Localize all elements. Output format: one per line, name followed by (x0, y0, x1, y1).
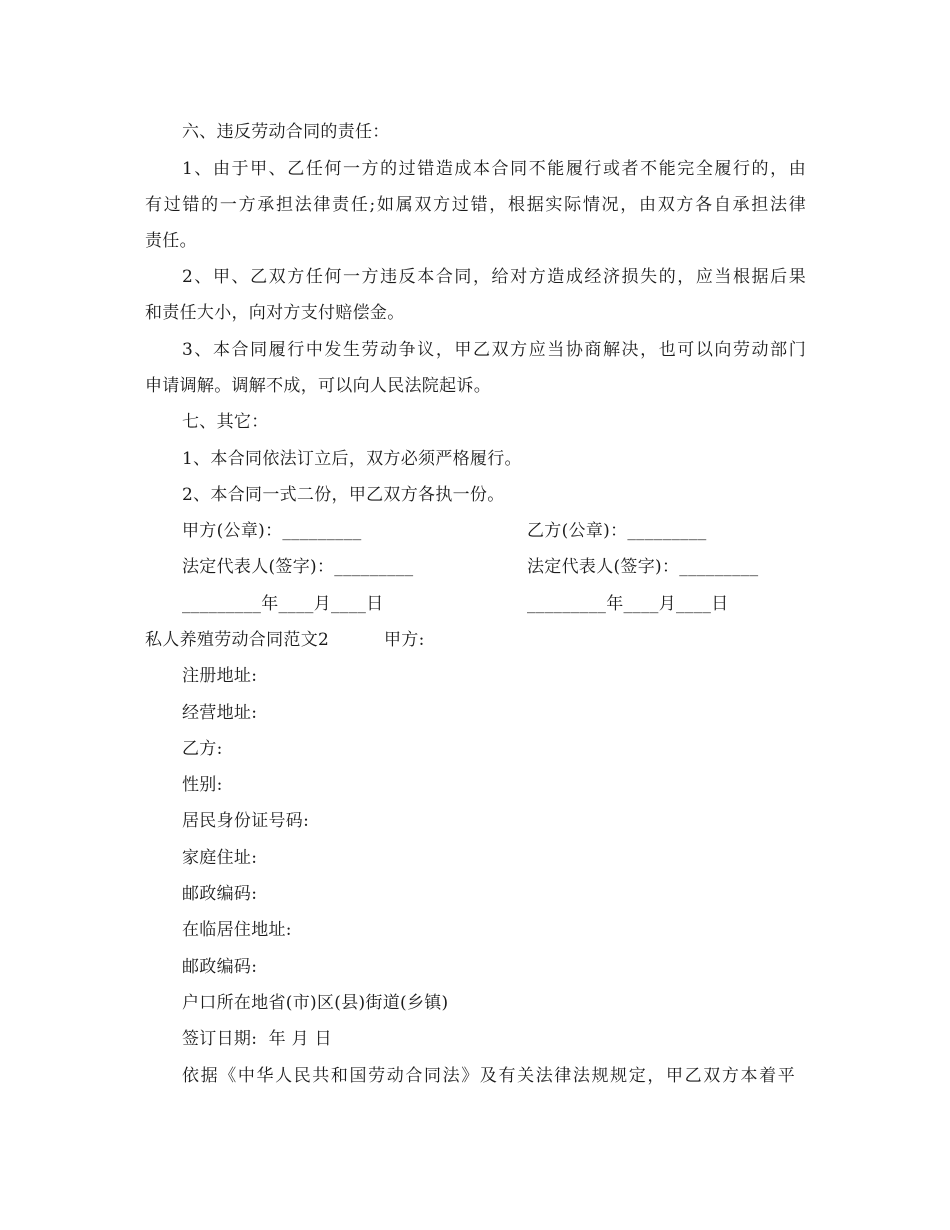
party-a-seal: 甲方(公章)：_________ (182, 521, 362, 541)
temporary-address-label: 在临居住地址: (182, 920, 292, 940)
section6-item1-line1: 1、由于甲、乙任何一方的过错造成本合同不能履行或者不能完全履行的，由 (182, 159, 806, 179)
hukou-location-label: 户口所在地省(市)区(县)街道(乡镇) (182, 993, 449, 1013)
business-address-label: 经营地址: (182, 703, 258, 723)
section6-item1-line2: 有过错的一方承担法律责任;如属双方过错，根据实际情况，由双方各自承担法律 (145, 195, 806, 215)
section6-item1-line3: 责任。 (145, 231, 197, 251)
party-b-label: 乙方: (182, 739, 223, 759)
contract2-title: 私人养殖劳动合同范文2 (145, 630, 330, 650)
sign-date-label: 签订日期: 年 月 日 (182, 1029, 332, 1049)
party-b-representative: 法定代表人(签字)：_________ (527, 557, 759, 577)
section6-item3-line1: 3、本合同履行中发生劳动争议，甲乙双方应当协商解决，也可以向劳动部门 (182, 340, 806, 360)
postcode-label-2: 邮政编码: (182, 957, 258, 977)
section7-item1: 1、本合同依法订立后，双方必须严格履行。 (182, 449, 522, 469)
id-number-label: 居民身份证号码: (182, 811, 310, 831)
home-address-label: 家庭住址: (182, 848, 258, 868)
registered-address-label: 注册地址: (182, 666, 258, 686)
section6-item3-line2: 申请调解。调解不成，可以向人民法院起诉。 (145, 376, 491, 396)
section6-heading: 六、违反劳动合同的责任： (182, 122, 390, 142)
postcode-label-1: 邮政编码: (182, 884, 258, 904)
section7-item2: 2、本合同一式二份，甲乙双方各执一份。 (182, 485, 505, 505)
party-a-date: _________年____月____日 (182, 594, 384, 614)
party-a-representative: 法定代表人(签字)：_________ (182, 557, 414, 577)
section6-item2-line2: 和责任大小，向对方支付赔偿金。 (145, 303, 405, 323)
gender-label: 性别: (182, 775, 223, 795)
party-b-seal: 乙方(公章)：_________ (527, 521, 707, 541)
contract2-party-a: 甲方: (384, 630, 425, 650)
legal-basis-line: 依据《中华人民共和国劳动合同法》及有关法律法规规定，甲乙双方本着平 (182, 1066, 795, 1086)
section6-item2-line1: 2、甲、乙双方任何一方违反本合同，给对方造成经济损失的，应当根据后果 (182, 267, 806, 287)
section7-heading: 七、其它： (182, 412, 269, 432)
party-b-date: _________年____月____日 (527, 594, 729, 614)
